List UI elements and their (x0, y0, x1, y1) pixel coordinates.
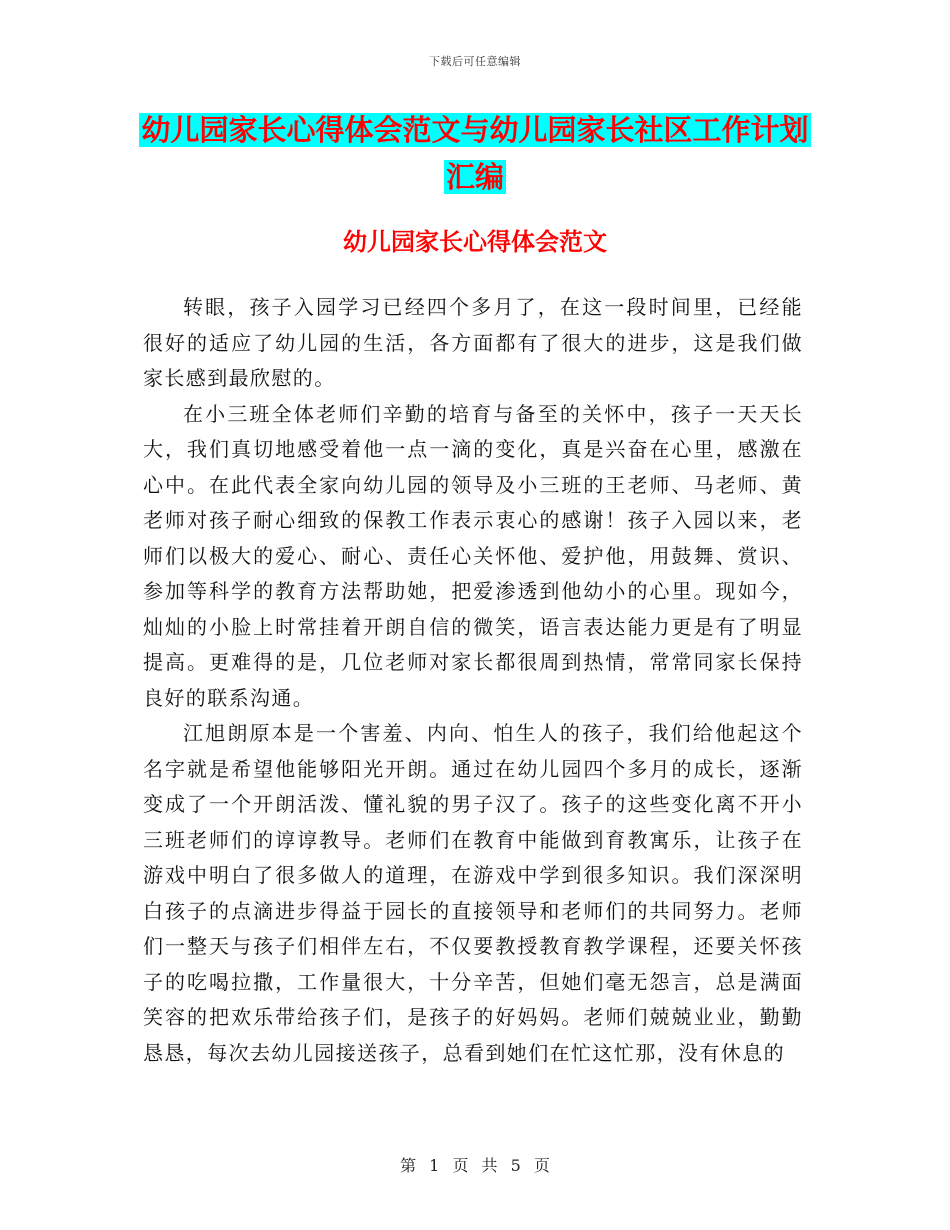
body-text (143, 290, 803, 1071)
document-title-line-2: 汇编 (445, 160, 504, 194)
document-title-line-1: 幼儿园家长心得体会范文与幼儿园家长社区工作计划 (141, 113, 809, 147)
paragraph: 江旭朗原本是一个害羞、内向、怕生人的孩子，我们给他起这个名字就是希望他能够阳光开朗。通过在幼儿园四个多月的成长，逐渐变成了一个开朗活泼、懂礼貌的男子汉了。孩子的这些变化离不开小三班老师们的谆谆教导。老师们在教育中能做到育教寓乐，让孩子在游戏中明白了很多做人的道理，在游戏中学到很多知识。我们深深明白孩子的点滴进步得益于园长的直接领导和老师们的共同努力。老师们一整天与孩子们相伴左右，不仅要教授教育教学课程，还要关怀孩子的吃喝拉撒，工作量很大，十分辛苦，但她们毫无怨言，总是满面笑容的把欢乐带给孩子们，是孩子的好妈妈。老师们兢兢业业，勤勤恳恳，每次去幼儿园接送孩子，总看到她们在忙这忙那，没有休息的 (143, 721, 803, 1065)
document-title (120, 107, 830, 201)
paragraph: 在小三班全体老师们辛勤的培育与备至的关怀中，孩子一天天长大，我们真切地感受着他一点一滴的变化，真是兴奋在心里，感激在心中。在此代表全家向幼儿园的领导及小三班的王老师、马老师、黄老师对孩子耐心细致的保教工作表示衷心的感谢！孩子入园以来，老师们以极大的爱心、耐心、责任心关怀他、爱护他，用鼓舞、赏识、参加等科学的教育方法帮助她，把爱渗透到他幼小的心里。现如今，灿灿的小脸上时常挂着开朗自信的微笑，语言表达能力更是有了明显提高。更难得的是，几位老师对家长都很周到热情，常常同家长保持良好的联系沟通。 (143, 401, 803, 710)
section-title: 幼儿园家长心得体会范文 (343, 227, 607, 256)
page-footer: 第 1 页 共 5 页 (400, 1156, 550, 1175)
header-note: 下载后可任意编辑 (429, 55, 521, 68)
paragraph: 转眼，孩子入园学习已经四个多月了，在这一段时间里，已经能很好的适应了幼儿园的生活，各方面都有了很大的进步，这是我们做家长感到最欣慰的。 (143, 295, 803, 390)
